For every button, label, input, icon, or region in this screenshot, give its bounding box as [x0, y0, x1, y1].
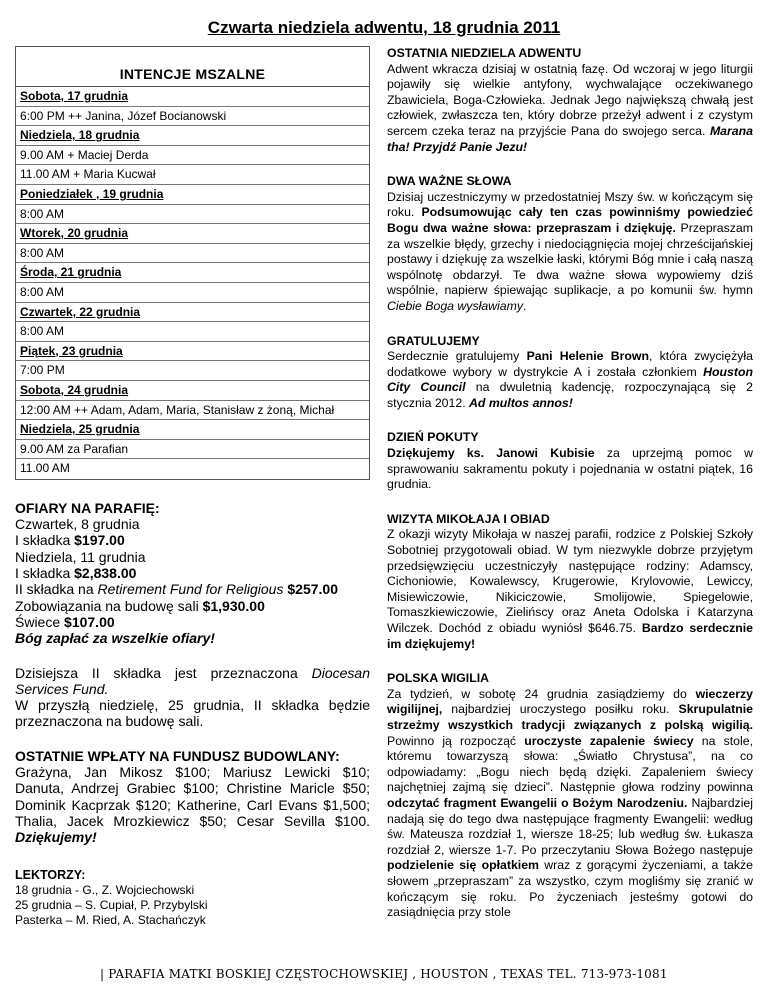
gratulujemy-text: , która zwyciężyła dodatkowe wybory w dystrykcie A i została członkiem	[387, 349, 753, 379]
intencje-day: Piątek, 23 grudnia	[16, 342, 369, 362]
wigilia-bold: uroczyste zapalenie świecy	[524, 733, 694, 748]
right-column	[387, 46, 753, 921]
slowa-text: Przepraszam za wszelkie błędy, grzechy i niedociągnięcia mojej chrześcijańskiej postawy i dziękuję za wszelkie łaski, którymi Bóg mnie i całą naszą wspólnotę obdarzył. Te dwa ważne słowa wypowiemy dziś wspólnie, napierw śpiewając suplikacje, a po komunii św. hymn	[387, 220, 753, 298]
wigilia-text: Powinno ją rozpocząć	[387, 733, 525, 748]
lektor-line: Pasterka – M. Ried, A. Stachańczyk	[15, 912, 206, 927]
ostatnia-heading: OSTATNIA NIEDZIELA ADWENTU	[387, 46, 582, 60]
ofiary-thanks: Bóg zapłać za wszelkie ofiary!	[15, 630, 215, 647]
ofiary-line: I składka $197.00	[15, 532, 125, 549]
slowa-text: Dzisiaj uczestniczymy w przedostatniej Mszy św. w kończącym się roku.	[387, 189, 753, 220]
fundusz-section	[15, 748, 370, 846]
intencje-day: Sobota, 24 grudnia	[16, 381, 369, 401]
intencje-day: Niedziela, 25 grudnia	[16, 420, 369, 440]
wigilia-text: najbardziej uroczystego posiłku roku.	[442, 702, 679, 717]
druga-skladka-p2: W przyszłą niedzielę, 25 grudnia, II składka będzie przeznaczona na budowę sali.	[15, 697, 370, 730]
pokuty-bold: Dziękujemy ks. Janowi Kubisie	[387, 446, 595, 461]
intencje-mass: 11.00 AM	[20, 461, 70, 476]
wigilia-heading: POLSKA WIGILIA	[387, 671, 490, 686]
intencje-mass: 8:00 AM	[16, 244, 369, 264]
lektor-line: 25 grudnia – S. Cupiał, P. Przybylski	[15, 897, 208, 912]
wigilia-bold: odczytać fragment Ewangelii o Bożym Narodzeniu.	[387, 795, 688, 810]
ofiary-line: II składka na Retirement Fund for Religious $257.00	[15, 581, 338, 598]
gratulujemy-section	[387, 334, 753, 412]
slowa-text: .	[523, 298, 527, 313]
intencje-table	[15, 46, 370, 480]
ostatnia-text: Adwent wkracza dzisiaj w ostatnią fazę. Od wczoraj w jego liturgii pojawiły się wielkie antyfony, wychwalające oczekiwanego Zbawiciela, Boga-Człowieka. Jednak Jego największą chwałą jest człowiek, zwłaszcza ten, który dobrze przeżył adwent i z czystym sercem czeka teraz na przyjście Pana do swojego serca.	[387, 61, 753, 138]
mikolaj-thanks: Bardzo serdecznie im dziękujemy!	[387, 621, 753, 651]
ofiary-line: Zobowiązania na budowę sali $1,930.00	[15, 597, 265, 614]
fundusz-text: Grażyna, Jan Mikosz $100; Mariusz Lewicki $10; Danuta, Andrzej Grabiec $100; Christine Maricle $50; Dominik Kacprzak $120; Katherine, Carl Evans $1,500; Thalia, Jacek Mrozkiewicz $50; Cesar Sevilla $100.	[15, 764, 370, 829]
ofiary-section	[15, 500, 370, 647]
slowa-bold: Podsumowując cały ten czas powinniśmy powiedzieć Bogu dwa ważne słowa: przepraszam i dziękuję.	[387, 205, 753, 235]
pokuty-heading: DZIEŃ POKUTY	[387, 430, 479, 445]
slowa-heading: DWA WAŻNE SŁOWA	[387, 174, 512, 189]
ostatnia-end: Marana tha! Przyjdź Panie Jezu!	[387, 123, 753, 154]
ostatnia-section	[387, 46, 753, 155]
intencje-mass: 11.00 AM + Maria Kucwał	[16, 165, 369, 185]
wigilia-text: na stole, któremu towarzyszą słowa: „Światło Chrystusa”, na co odpowiadamy: „Bogu niech będą dzięki. Zapaleniem świecy najchętniej zajmą się dzieci”. Następnie głowa rodziny powinna	[387, 733, 753, 795]
gratulujemy-council: Houston City Council	[387, 364, 753, 395]
intencje-day: Poniedziałek , 19 grudnia	[16, 185, 369, 205]
intencje-day: Niedziela, 18 grudnia	[16, 126, 369, 146]
intencje-day: Wtorek, 20 grudnia	[16, 224, 369, 244]
ofiary-line: Niedziela, 11 grudnia	[15, 548, 146, 565]
lektorzy-section	[15, 868, 370, 928]
gratulujemy-text: Serdecznie gratulujemy	[387, 349, 527, 364]
druga-skladka-p1: Dzisiejsza II składka jest przeznaczona Diocesan Services Fund.	[15, 664, 370, 697]
wigilia-bold: wieczerzy wigilijnej,	[387, 686, 753, 717]
intencje-day: Środa, 21 grudnia	[16, 263, 369, 283]
druga-skladka	[15, 665, 370, 730]
fundusz-thanks: Dziękujemy!	[15, 829, 97, 846]
wigilia-bold: Skrupulatnie strzeżmy wszystkich tradycji związanych z polską wigilią.	[387, 702, 753, 732]
gratulujemy-wish: Ad multos annos!	[469, 395, 573, 410]
pokuty-text: za uprzejmą pomoc w sprawowaniu sakramentu pokuty i pojednania w ostatni piątek, 16 grudnia.	[387, 446, 753, 492]
gratulujemy-text: na dwuletnią kadencję, rozpoczynającą się 2 stycznia 2012.	[387, 380, 754, 410]
wigilia-text: Za tydzień, w sobotę 24 grudnia zasiądziemy do	[387, 686, 696, 701]
gratulujemy-heading: GRATULUJEMY	[387, 333, 480, 348]
wigilia-section	[387, 671, 753, 921]
mikolaj-heading: WIZYTA MIKOŁAJA I OBIAD	[387, 511, 550, 526]
lektorzy-heading: LEKTORZY:	[15, 867, 86, 882]
mikolaj-section	[387, 512, 753, 652]
intencje-day: Sobota, 17 grudnia	[16, 87, 369, 107]
intencje-mass: 12:00 AM ++ Adam, Adam, Maria, Stanisław z żoną, Michał	[16, 401, 369, 421]
intencje-mass: 7:00 PM	[16, 361, 369, 381]
fundusz-heading: OSTATNIE WPŁATY NA FUNDUSZ BUDOWLANY:	[15, 747, 340, 764]
intencje-mass: 6:00 PM ++ Janina, Józef Bocianowski	[16, 107, 369, 127]
wigilia-text: Najbardziej nadają się do tego dwa następujące fragmenty Ewangelii: według św. Mateusza rozdział 1, wiersze 18-25; lub według św. Łukasza rozdział 2, wiersze 1-7. Po przeczytaniu Słowa Bożego następuje	[387, 795, 753, 857]
ofiary-line: Czwartek, 8 grudnia	[15, 516, 140, 533]
ofiary-heading: OFIARY NA PARAFIĘ:	[15, 499, 160, 516]
intencje-mass: 8:00 AM	[16, 205, 369, 225]
page-title: Czwarta niedziela adwentu, 18 grudnia 2011	[207, 18, 561, 37]
footer: | PARAFIA MATKI BOSKIEJ CZĘSTOCHOWSKIEJ , HOUSTON , TEXAS TEL. 713-973-1081	[100, 967, 668, 981]
intencje-mass: 9.00 AM + Maciej Derda	[16, 146, 369, 166]
intencje-heading: INTENCJE MSZALNE	[16, 47, 369, 87]
wigilia-bold: podzielenie się opłatkiem	[387, 858, 539, 873]
left-column	[15, 46, 370, 928]
intencje-day: Czwartek, 22 grudnia	[16, 303, 369, 323]
slowa-hymn: Ciebie Boga wysławiamy	[387, 298, 524, 313]
gratulujemy-name: Pani Helenie Brown	[526, 349, 649, 364]
intencje-mass: 8:00 AM	[16, 283, 369, 303]
ofiary-line: Świece $107.00	[15, 613, 115, 630]
intencje-mass: 9.00 AM za Parafian	[16, 440, 369, 460]
intencje-rows	[16, 87, 369, 479]
pokuty-section	[387, 430, 753, 492]
ofiary-line: I składka $2,838.00	[15, 565, 137, 582]
intencje-mass: 8:00 AM	[16, 322, 369, 342]
slowa-section	[387, 174, 753, 314]
mikolaj-text: Z okazji wizyty Mikołaja w naszej parafii, rodzice z Polskiej Szkoły Sobotniej przygotowali obiad. W tym niezwykle dobrze przyjętym przedsięwzięciu uczestniczyły następujące rodziny: Adamscy, Cichoniowie, Kowalewscy, Krugerowie, Krylovowie, Lewiccy, Misiewiczowie, Nikiciczowie, Smolijowie, Spiegelowie, Tomaszkiewiczowie, Zielińscy oraz Aneta Odolska i Katarzyna Wilczek. Dochód z obiadu wyniósł $646.75.	[387, 527, 753, 635]
wigilia-text: wraz z gorącymi życzeniami, a także słowem „przepraszam” za wszystko, czym mogliśmy się zranić w kończącym się roku. Po życzeniach jesteśmy gotowi do zasiądnięcia przy stole	[387, 858, 753, 920]
lektor-line: 18 grudnia - G., Z. Wojciechowski	[15, 882, 195, 897]
